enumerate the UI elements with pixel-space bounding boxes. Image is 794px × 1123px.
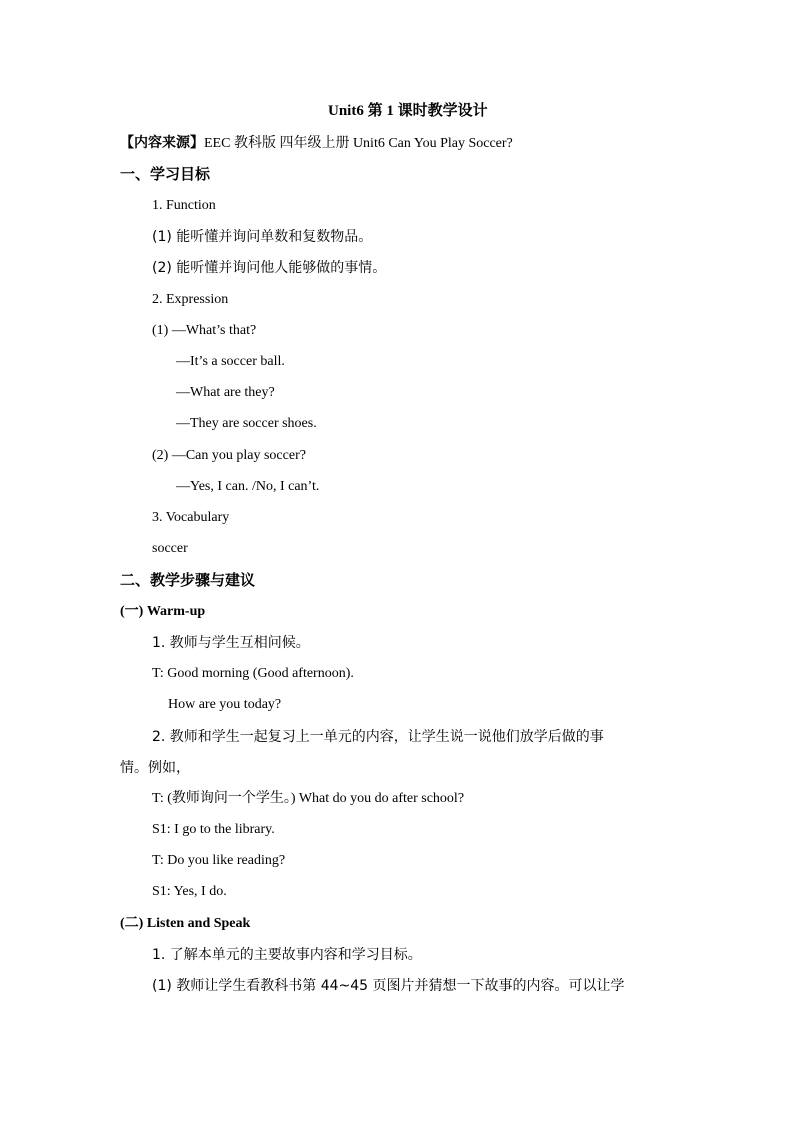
warmup-line-1: 1. 教师与学生互相问候。 — [152, 635, 310, 651]
expression-line-5: (2) —Can you play soccer? — [152, 448, 306, 463]
vocabulary-label: 3. Vocabulary — [152, 510, 230, 525]
page-title: Unit6 第 1 课时教学设计 — [328, 103, 488, 119]
expression-line-2: —It’s a soccer ball. — [176, 354, 285, 369]
listen-speak-line-2: (1) 教师让学生看教科书第 44~45 页图片并猜想一下故事的内容。可以让学 — [152, 978, 625, 994]
function-label: 1. Function — [152, 198, 216, 213]
warmup-line-2: T: Good morning (Good afternoon). — [152, 666, 354, 681]
expression-line-3: —What are they? — [176, 385, 275, 400]
warmup-heading: (一) Warm-up — [120, 604, 206, 619]
listen-speak-line-1: 1. 了解本单元的主要故事内容和学习目标。 — [152, 947, 422, 963]
content-source — [120, 133, 513, 154]
expression-line-6: —Yes, I can. /No, I can’t. — [176, 479, 320, 494]
warmup-line-8: T: Do you like reading? — [152, 853, 286, 868]
content-source-label: 【内容来源】 — [120, 135, 204, 151]
function-item-1: (1) 能听懂并询问单数和复数物品。 — [152, 229, 373, 245]
warmup-line-6: T: (教师询问一个学生。) What do you do after school? — [152, 791, 465, 806]
warmup-line-4: 2. 教师和学生一起复习上一单元的内容，让学生说一说他们放学后做的事 — [152, 729, 604, 745]
section2-heading: 二、教学步骤与建议 — [120, 571, 256, 589]
warmup-line-5: 情。例如， — [120, 760, 190, 776]
expression-line-1: (1) —What’s that? — [152, 323, 257, 338]
section1-heading: 一、学习目标 — [120, 165, 211, 183]
function-item-2: (2) 能听懂并询问他人能够做的事情。 — [152, 260, 387, 276]
vocabulary-word: soccer — [152, 541, 188, 556]
warmup-line-3: How are you today? — [168, 697, 282, 712]
warmup-line-7: S1: I go to the library. — [152, 822, 275, 837]
warmup-line-9: S1: Yes, I do. — [152, 884, 227, 899]
content-source-text: EEC 教科版 四年级上册 Unit6 Can You Play Soccer? — [204, 136, 513, 151]
expression-label: 2. Expression — [152, 292, 229, 307]
expression-line-4: —They are soccer shoes. — [176, 416, 317, 431]
listen-speak-heading: (二) Listen and Speak — [120, 916, 251, 931]
